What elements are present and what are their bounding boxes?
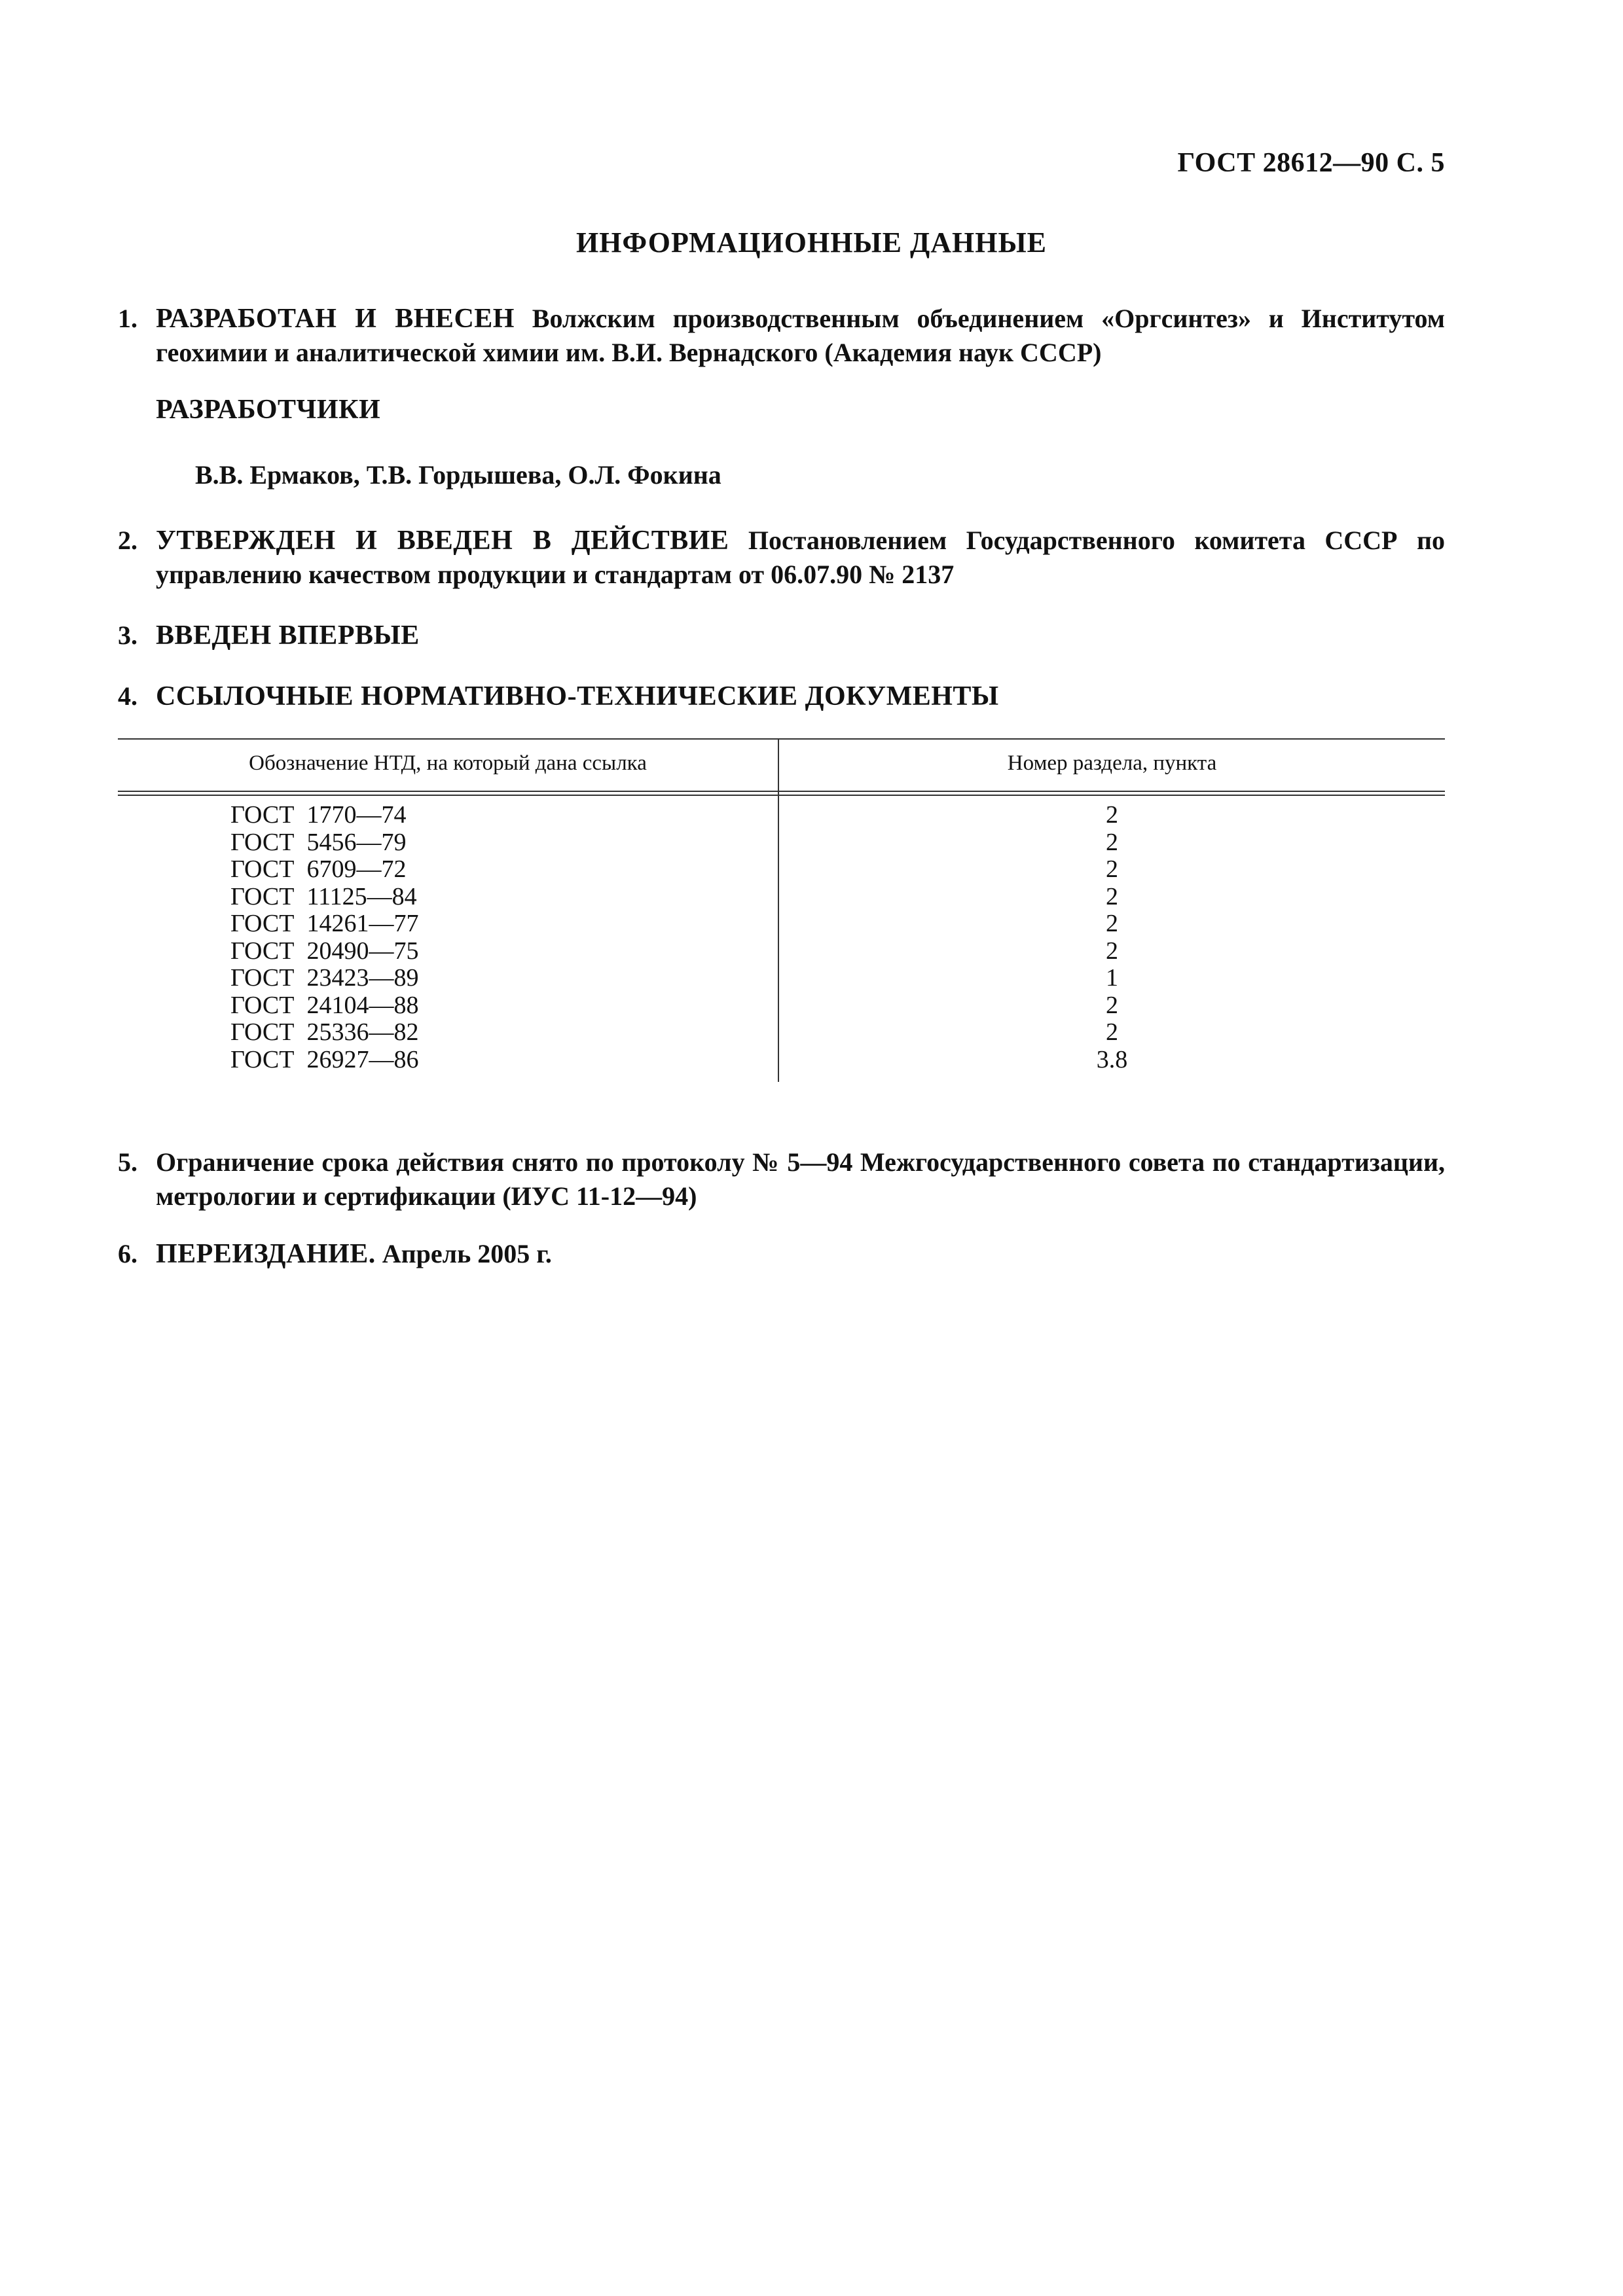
table-cell-document: ГОСТ 11125—84 — [230, 882, 417, 910]
item-lead: ПЕРЕИЗДАНИЕ. — [156, 1239, 376, 1269]
table-body — [118, 802, 1445, 1073]
table-cell-document: ГОСТ 5456—79 — [230, 828, 407, 856]
table-cell-document: ГОСТ 24104—88 — [230, 991, 419, 1019]
table-top-rule — [118, 738, 1445, 740]
item-number: 6. — [118, 1239, 137, 1268]
table-cell-document: ГОСТ 1770—74 — [230, 801, 407, 829]
table-cell-document: ГОСТ 20490—75 — [230, 937, 419, 965]
info-item-4 — [118, 679, 1445, 713]
item-lead: УТВЕРЖДЕН И ВВЕДЕН В ДЕЙСТВИЕ — [156, 526, 729, 556]
item-lead: ССЫЛОЧНЫЕ НОРМАТИВНО-ТЕХНИЧЕСКИЕ ДОКУМЕНТЫ — [156, 681, 999, 711]
running-head: ГОСТ 28612—90 С. 5 — [1177, 148, 1445, 178]
item-text: Ограничение срока действия снято по протоколу № 5—94 Межгосударственного совета по стандартизации, метрологии и сертификации (ИУС 11-12—94) — [156, 1147, 1445, 1211]
table-row — [118, 938, 1445, 965]
table-cell-section: 2 — [1106, 937, 1118, 965]
table-row — [118, 910, 1445, 938]
info-item-1 — [118, 302, 1445, 370]
info-item-3 — [118, 619, 1445, 653]
item-number: 2. — [118, 526, 137, 555]
item-text: Постановлением Государственного комитета СССР по управлению качеством продукции и стандартам от 06.07.90 № 2137 — [156, 526, 1445, 589]
table-cell-section: 1 — [1106, 964, 1118, 992]
table-cell-section: 3.8 — [1096, 1045, 1128, 1073]
table-cell-section: 2 — [1106, 801, 1118, 829]
item-text: Апрель 2005 г. — [382, 1239, 552, 1268]
table-cell-document: ГОСТ 23423—89 — [230, 964, 419, 992]
table-header-section: Номер раздела, пункта — [1007, 751, 1217, 775]
item-lead: РАЗРАБОТАН И ВНЕСЕН — [156, 304, 515, 334]
item-text: Волжским производственным объединением «Оргсинтез» и Институтом геохимии и аналитической химии им. В.И. Вернадского (Академия наук СССР) — [156, 304, 1445, 367]
item-number: 5. — [118, 1147, 137, 1177]
item-number: 3. — [118, 620, 137, 650]
table-row — [118, 829, 1445, 857]
table-row — [118, 992, 1445, 1020]
developers-names: В.В. Ермаков, Т.В. Гордышева, О.Л. Фокина — [195, 460, 721, 490]
table-cell-document: ГОСТ 14261—77 — [230, 910, 419, 937]
item-number: 4. — [118, 681, 137, 711]
table-cell-section: 2 — [1106, 991, 1118, 1019]
table-header-rule — [118, 791, 1445, 796]
document-title: ИНФОРМАЦИОННЫЕ ДАННЫЕ — [575, 226, 1048, 259]
table-row — [118, 965, 1445, 992]
table-cell-document: ГОСТ 25336—82 — [230, 1018, 419, 1046]
table-row — [118, 1047, 1445, 1074]
reference-table — [118, 738, 1445, 1079]
table-cell-section: 2 — [1106, 882, 1118, 910]
table-cell-document: ГОСТ 6709—72 — [230, 855, 407, 883]
table-row — [118, 1019, 1445, 1047]
table-cell-section: 2 — [1106, 1018, 1118, 1046]
table-header-document: Обозначение НТД, на который дана ссылка — [249, 751, 647, 775]
info-item-6 — [118, 1237, 1445, 1271]
info-item-5 — [118, 1145, 1445, 1213]
item-number: 1. — [118, 304, 137, 333]
table-row — [118, 884, 1445, 911]
table-row — [118, 802, 1445, 829]
table-row — [118, 856, 1445, 884]
table-cell-section: 2 — [1106, 855, 1118, 883]
item-lead: ВВЕДЕН ВПЕРВЫЕ — [156, 620, 420, 651]
table-cell-section: 2 — [1106, 910, 1118, 937]
developers-heading: РАЗРАБОТЧИКИ — [156, 395, 381, 425]
table-cell-document: ГОСТ 26927—86 — [230, 1045, 419, 1073]
info-item-2 — [118, 524, 1445, 592]
table-cell-section: 2 — [1106, 828, 1118, 856]
